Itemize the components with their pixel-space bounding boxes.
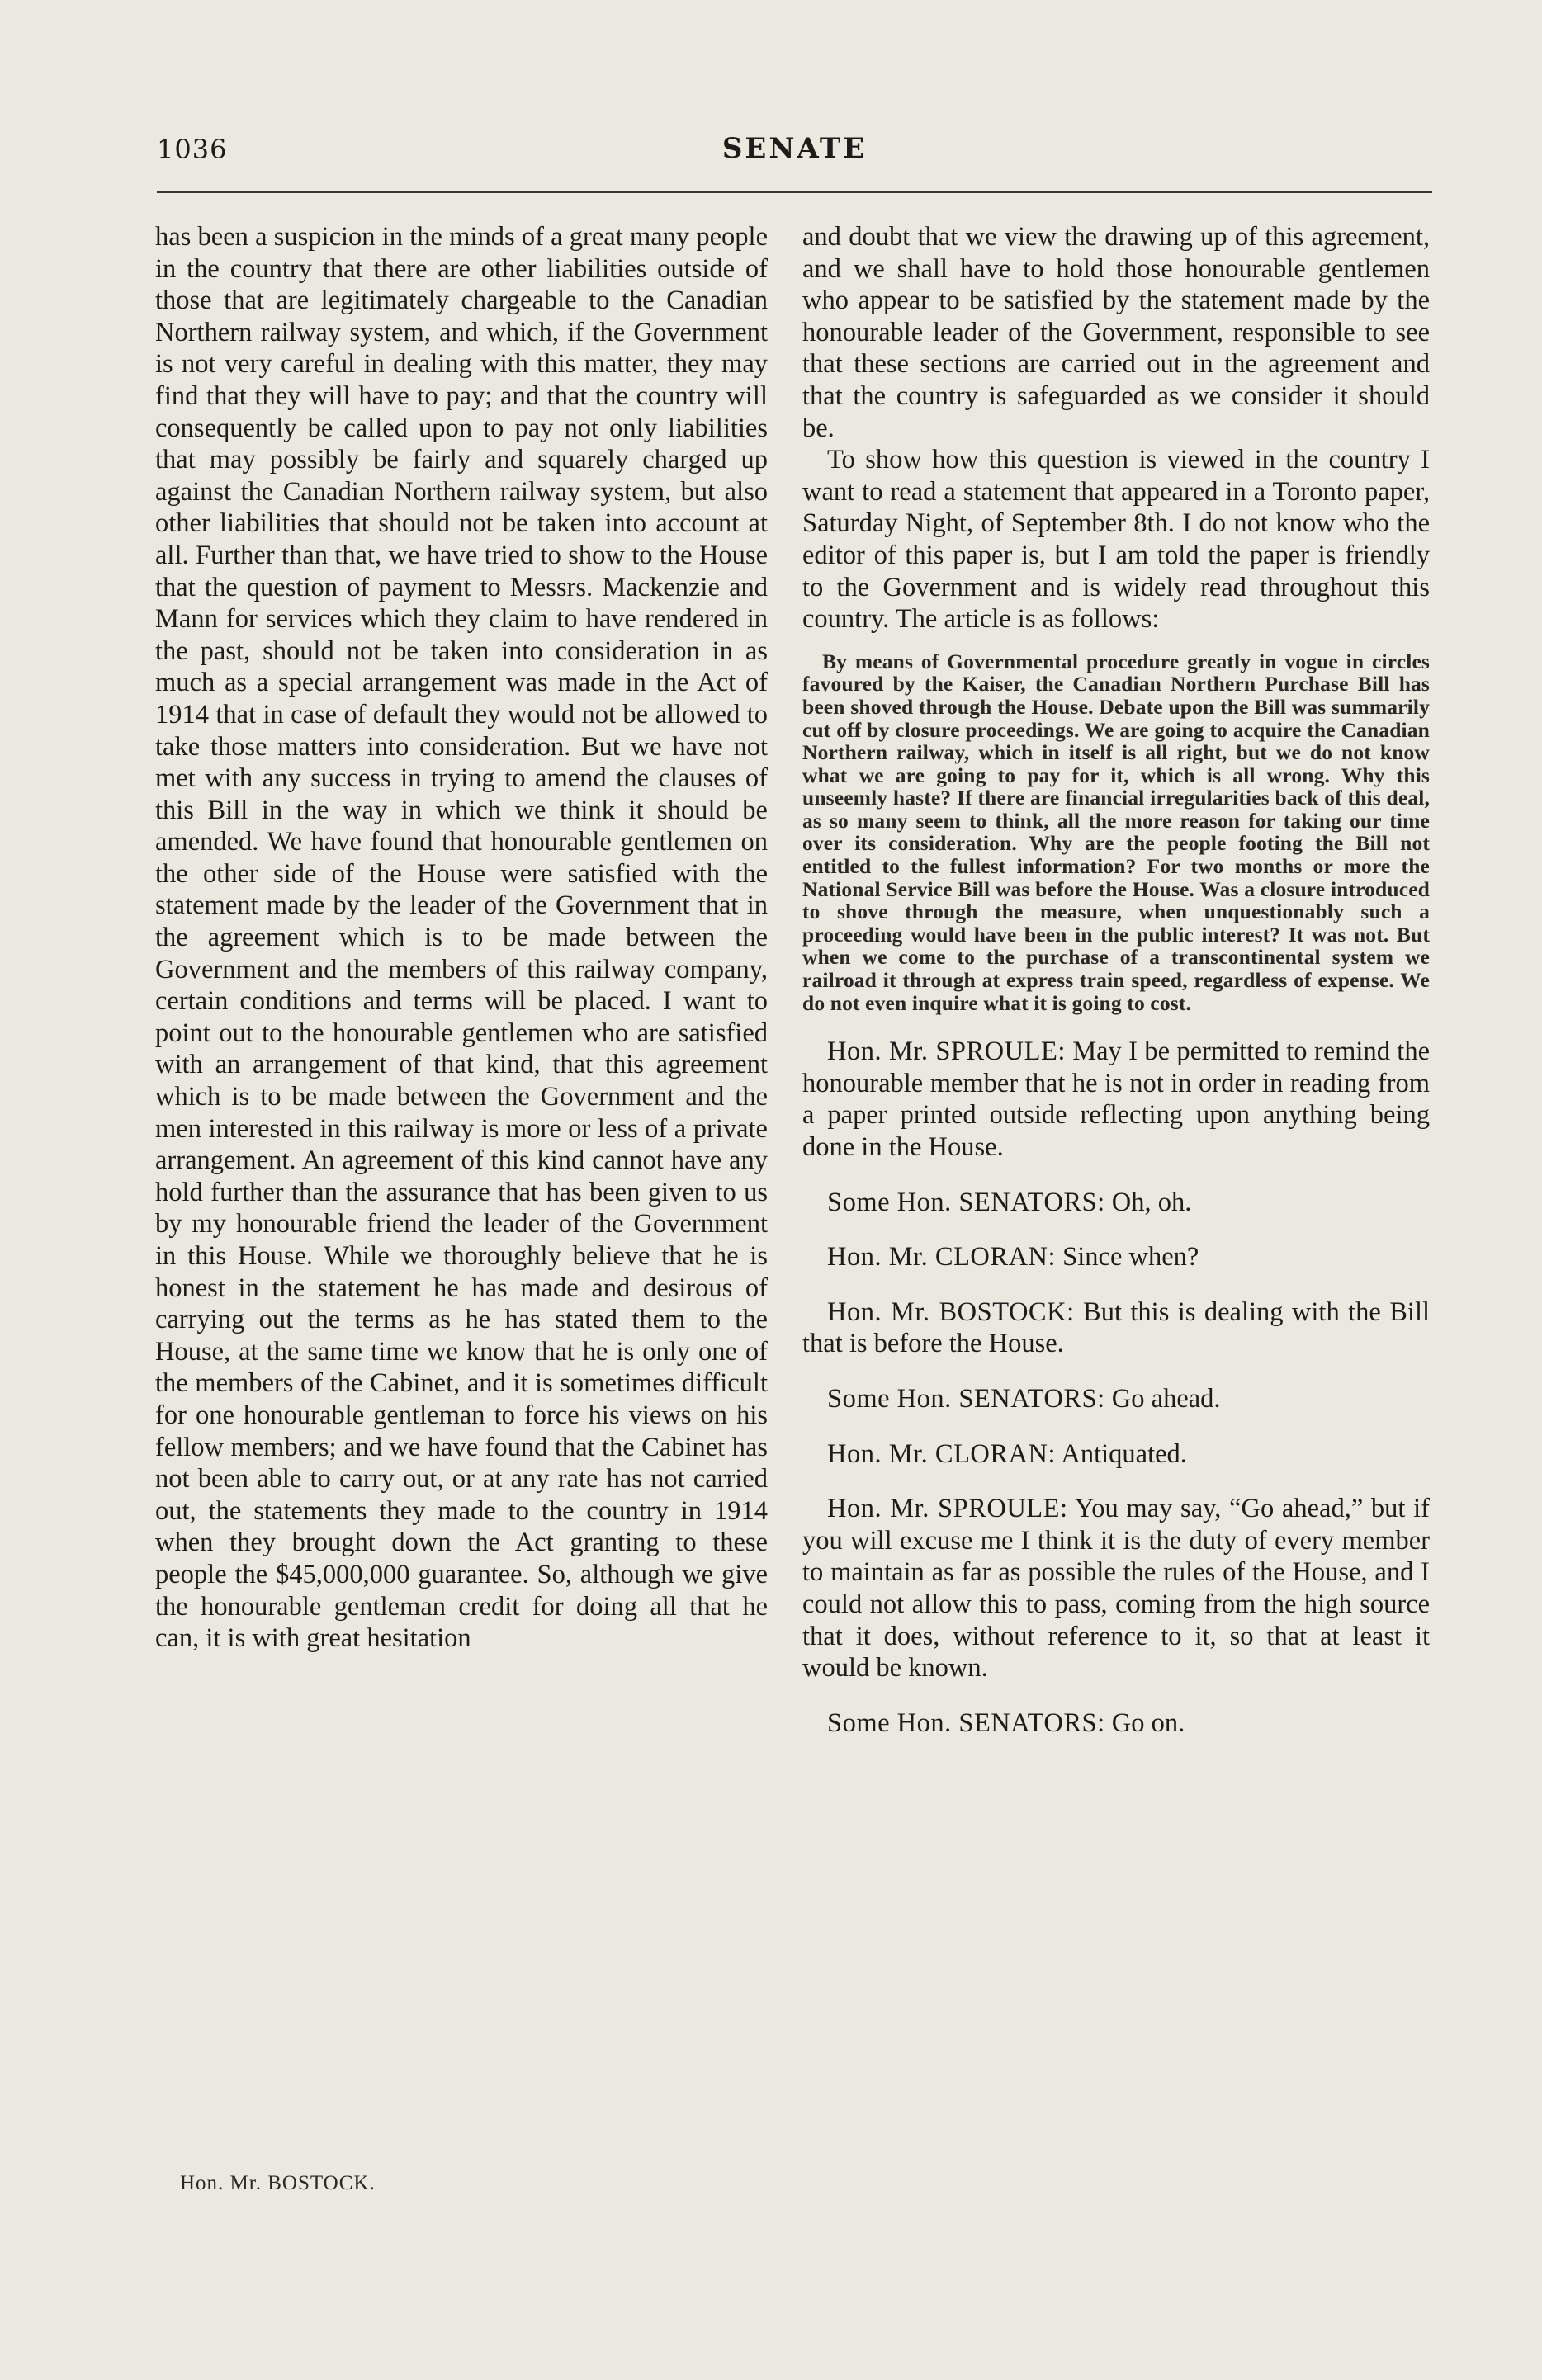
speaker-name: Hon. Mr. SPROULE: bbox=[827, 1037, 1066, 1067]
page-header bbox=[157, 132, 1432, 173]
speaker-name: Hon. Mr. SPROULE: bbox=[827, 1494, 1068, 1524]
speaker-name: Hon. Mr. CLORAN: bbox=[827, 1438, 1057, 1469]
page-number: 1036 bbox=[157, 134, 228, 165]
right-paragraph-continuation: and doubt that we view the drawing up of this agreement, and we shall have to hold those honourable gentlemen who appear to be satisfied by the statement made by the honourable leader of the Government, responsible to see that these sections are carried out in the agreement and that the country is safeguarded as we consider it should be. bbox=[802, 222, 1430, 443]
speaker-name: Hon. Mr. CLORAN: bbox=[827, 1242, 1057, 1273]
speech-entry bbox=[802, 1493, 1430, 1684]
speaker-name: Some Hon. SENATORS: bbox=[827, 1707, 1105, 1738]
speech-text: You may say, “Go ahead,” but if you will excuse me I think it is the duty of every member to maintain as far as possible the rules of the House, and I could not allow this to pass, coming from the high source that it does, without reference to it, so that at least it would be known. bbox=[802, 1494, 1430, 1683]
speech-text: Go on. bbox=[1111, 1707, 1185, 1738]
speech-entry bbox=[802, 1241, 1430, 1273]
left-column bbox=[155, 221, 768, 1655]
speech-text: May I be permitted to remind the honourable member that he is not in order in reading from a paper printed outside reflecting upon anything being done in the House. bbox=[802, 1037, 1430, 1162]
newspaper-quotation: By means of Governmental procedure greatly in vogue in circles favoured by the Kaiser, the Canadian Northern Purchase Bill has been shoved through the House. Debate upon the Bill was summarily cut off by closure proceedings. We are going to acquire the Canadian Northern railway, which in itself is all right, but we do not know what we are going to pay for it, which is all wrong. Why this unseemly haste? If there are financial irregularities back of this deal, as so many seem to think, all the more reason for taking our time over its consideration. Why are the people footing the Bill not entitled to the fullest information? For two months or more the National Service Bill was before the House. Was a closure introduced to shove through the measure, when unquestionably such a proceeding would have been in the public interest? It was not. But when we come to the purchase of a transcontinental system we railroad it through at express train speed, regardless of expense. We do not even inquire what it is going to cost. bbox=[802, 649, 1430, 1015]
speech-entry bbox=[802, 1383, 1430, 1415]
footer-signature: Hon. Mr. BOSTOCK. bbox=[180, 2172, 376, 2194]
speaker-name: Hon. Mr. BOSTOCK: bbox=[827, 1296, 1075, 1327]
speech-text: Go ahead. bbox=[1111, 1383, 1221, 1414]
speech-text: Antiquated. bbox=[1061, 1438, 1187, 1469]
speech-entry bbox=[802, 1296, 1430, 1360]
right-column bbox=[802, 221, 1430, 1739]
right-paragraph-intro: To show how this question is viewed in the country I want to read a statement that appeared in a Toronto paper, Saturday Night, of September 8th. I do not know who the editor of this paper is, but I am told the paper is friendly to the Government and is widely read throughout this country. The article is as follows: bbox=[802, 445, 1430, 635]
speech-text: Oh, oh. bbox=[1111, 1187, 1192, 1217]
speech-entry bbox=[802, 1438, 1430, 1471]
header-rule bbox=[157, 191, 1432, 193]
speech-entry bbox=[802, 1036, 1430, 1163]
speech-text: Since when? bbox=[1062, 1242, 1199, 1273]
speech-entry bbox=[802, 1187, 1430, 1219]
left-paragraph: has been a suspicion in the minds of a great many people in the country that there are other liabilities outside of those that are legitimately chargeable to the Canadian Northern railway system, and which, if the Government is not very careful in dealing with this matter, they may find that they will have to pay; and that the country will consequently be called upon to pay not only liabilities that may possibly be fairly and squarely charged up against the Canadian Northern railway system, but also other liabilities that should not be taken into account at all. Further than that, we have tried to show to the House that the question of payment to Messrs. Mackenzie and Mann for services which they claim to have rendered in the past, should not be taken into consideration in as much as a special arrangement was made in the Act of 1914 that in case of default they would not be allowed to take those matters into consideration. But we have not met with any success in trying to amend the clauses of this Bill in the way in which we think it should be amended. We have found that honourable gentlemen on the other side of the House were satisfied with the statement made by the leader of the Government that in the agreement which is to be made between the Government and the members of this railway company, certain conditions and terms will be placed. I want to point out to the honourable gentlemen who are satisfied with an arrangement of that kind, that this agreement which is to be made between the Government and the men interested in this railway is more or less of a private arrangement. An agreement of this kind cannot have any hold further than the assurance that has been given to us by my honourable friend the leader of the Government in this House. While we thoroughly believe that he is honest in the statement he has made and desirous of carrying out the terms as he has stated them to the House, at the same time we know that he is only one of the members of the Cabinet, and it is sometimes difficult for one honourable gentleman to force his views on his fellow members; and we have found that the Cabinet has not been able to carry out, or at any rate has not carried out, the statements they made to the country in 1914 when they brought down the Act granting to these people the $45,000,000 guarantee. So, although we give the honourable gentleman credit for doing all that he can, it is with great hesitation bbox=[155, 222, 768, 1654]
speaker-name: Some Hon. SENATORS: bbox=[827, 1383, 1105, 1414]
speech-text: But this is dealing with the Bill that is before the House. bbox=[802, 1296, 1430, 1359]
running-title: SENATE bbox=[721, 132, 868, 165]
speech-entry bbox=[802, 1707, 1430, 1740]
speaker-name: Some Hon. SENATORS: bbox=[827, 1187, 1105, 1217]
